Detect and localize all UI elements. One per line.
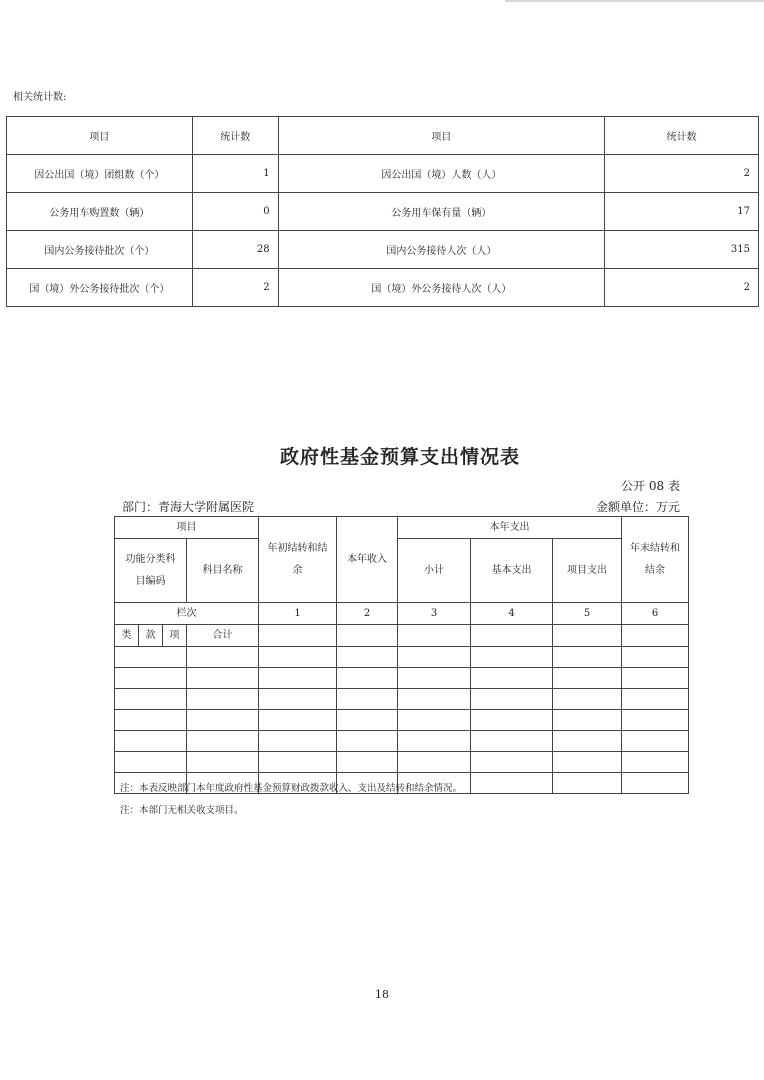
empty-cell [553,731,622,752]
col-num: 3 [398,603,471,625]
header-begin-balance-label: 年初结转和结余 [267,542,328,576]
xiang-cell: 项 [163,625,187,647]
empty-cell [471,689,553,710]
empty-cell [398,689,471,710]
empty-cell [622,710,689,731]
header-basic: 基本支出 [471,539,553,603]
empty-cell [553,668,622,689]
header-func-code-label: 功能分类科目编码 [125,553,176,587]
empty-cell [337,625,398,647]
empty-cell [187,689,259,710]
table-row [7,269,759,307]
department-label: 部门：青海大学附属医院 [122,500,255,514]
empty-cell [622,689,689,710]
stats-label: 相关统计数: [13,92,67,103]
empty-cell [553,773,622,794]
empty-cell [471,625,553,647]
empty-cell [471,773,553,794]
fund-expense-table [114,516,689,794]
header-subtotal: 小计 [398,539,471,603]
empty-cell [622,647,689,668]
stat-item: 公务用车保有量（辆） [278,193,605,231]
stat-item: 公务用车购置数（辆） [7,193,193,231]
table-row [7,231,759,269]
header-begin-balance [259,517,337,603]
empty-cell [398,731,471,752]
table-row [7,155,759,193]
header-item: 项目 [115,517,259,539]
empty-cell [553,752,622,773]
empty-cell [259,625,337,647]
stat-value: 28 [192,231,278,269]
empty-cell [187,710,259,731]
empty-cell [471,752,553,773]
column-number-row [115,603,689,625]
lei-cell: 类 [115,625,139,647]
empty-cell [115,752,187,773]
empty-cell [187,647,259,668]
empty-cell [553,625,622,647]
total-cell: 合计 [187,625,259,647]
stat-value: 2 [605,269,759,307]
kuan-cell: 款 [139,625,163,647]
category-row [115,625,689,647]
header-end-balance-label: 年末结转和结余 [630,542,681,576]
col-num: 5 [553,603,622,625]
empty-cell [115,710,187,731]
top-edge-line [505,0,764,2]
empty-cell [337,731,398,752]
header-project: 项目支出 [553,539,622,603]
col-num: 1 [259,603,337,625]
empty-cell [337,668,398,689]
header-subject-name: 科目名称 [187,539,259,603]
empty-cell [337,647,398,668]
empty-cell [398,647,471,668]
stat-value: 1 [192,155,278,193]
empty-cell [553,647,622,668]
header-end-balance [622,517,689,603]
empty-cell [622,752,689,773]
table-row [115,710,689,731]
table-note: 注：本部门无相关收支项目。 [120,805,244,816]
header-expense: 本年支出 [398,517,622,539]
empty-cell [398,752,471,773]
stat-value: 17 [605,193,759,231]
stat-item: 国（境）外公务接待批次（个） [7,269,193,307]
empty-cell [115,689,187,710]
empty-cell [337,710,398,731]
table-header-row [115,517,689,539]
empty-cell [115,647,187,668]
empty-cell [115,668,187,689]
empty-cell [259,689,337,710]
table-row [115,647,689,668]
empty-cell [398,668,471,689]
header-income: 本年收入 [337,517,398,603]
header-cell: 项目 [278,117,605,155]
stat-item: 因公出国（境）团组数（个） [7,155,193,193]
header-func-code [115,539,187,603]
empty-cell [471,710,553,731]
page-number: 18 [375,988,389,1001]
empty-cell [115,731,187,752]
empty-cell [259,710,337,731]
stat-item: 国（境）外公务接待人次（人） [278,269,605,307]
table-header-row [7,117,759,155]
header-cell: 项目 [7,117,193,155]
stat-value: 0 [192,193,278,231]
header-cell: 统计数 [192,117,278,155]
table-code: 公开 08 表 [621,479,680,493]
stat-value: 2 [605,155,759,193]
header-cell: 统计数 [605,117,759,155]
empty-cell [553,689,622,710]
empty-cell [259,752,337,773]
empty-cell [259,731,337,752]
empty-cell [622,625,689,647]
stat-item: 国内公务接待人次（人） [278,231,605,269]
stats-table [6,116,759,307]
table-row [7,193,759,231]
empty-cell [398,710,471,731]
stat-value: 315 [605,231,759,269]
empty-cell [187,752,259,773]
col-num: 2 [337,603,398,625]
row-no-label: 栏次 [115,603,259,625]
unit-label: 金额单位：万元 [595,500,680,514]
empty-cell [187,668,259,689]
empty-cell [187,731,259,752]
empty-cell [471,647,553,668]
empty-cell [398,625,471,647]
table-header-row [115,539,689,603]
table-row [115,689,689,710]
stat-value: 2 [192,269,278,307]
empty-cell [259,647,337,668]
empty-cell [622,731,689,752]
table-row [115,668,689,689]
stat-item: 因公出国（境）人数（人） [278,155,605,193]
empty-cell [622,668,689,689]
stat-item: 国内公务接待批次（个） [7,231,193,269]
table-row [115,731,689,752]
table-note: 注：本表反映部门本年度政府性基金预算财政拨款收入、支出及结转和结余情况。 [120,783,463,794]
table-row [115,752,689,773]
empty-cell [553,710,622,731]
col-num: 4 [471,603,553,625]
col-num: 6 [622,603,689,625]
empty-cell [259,668,337,689]
empty-cell [622,773,689,794]
empty-cell [471,668,553,689]
empty-cell [337,752,398,773]
page-title: 政府性基金预算支出情况表 [279,446,520,468]
empty-cell [471,731,553,752]
empty-cell [337,689,398,710]
